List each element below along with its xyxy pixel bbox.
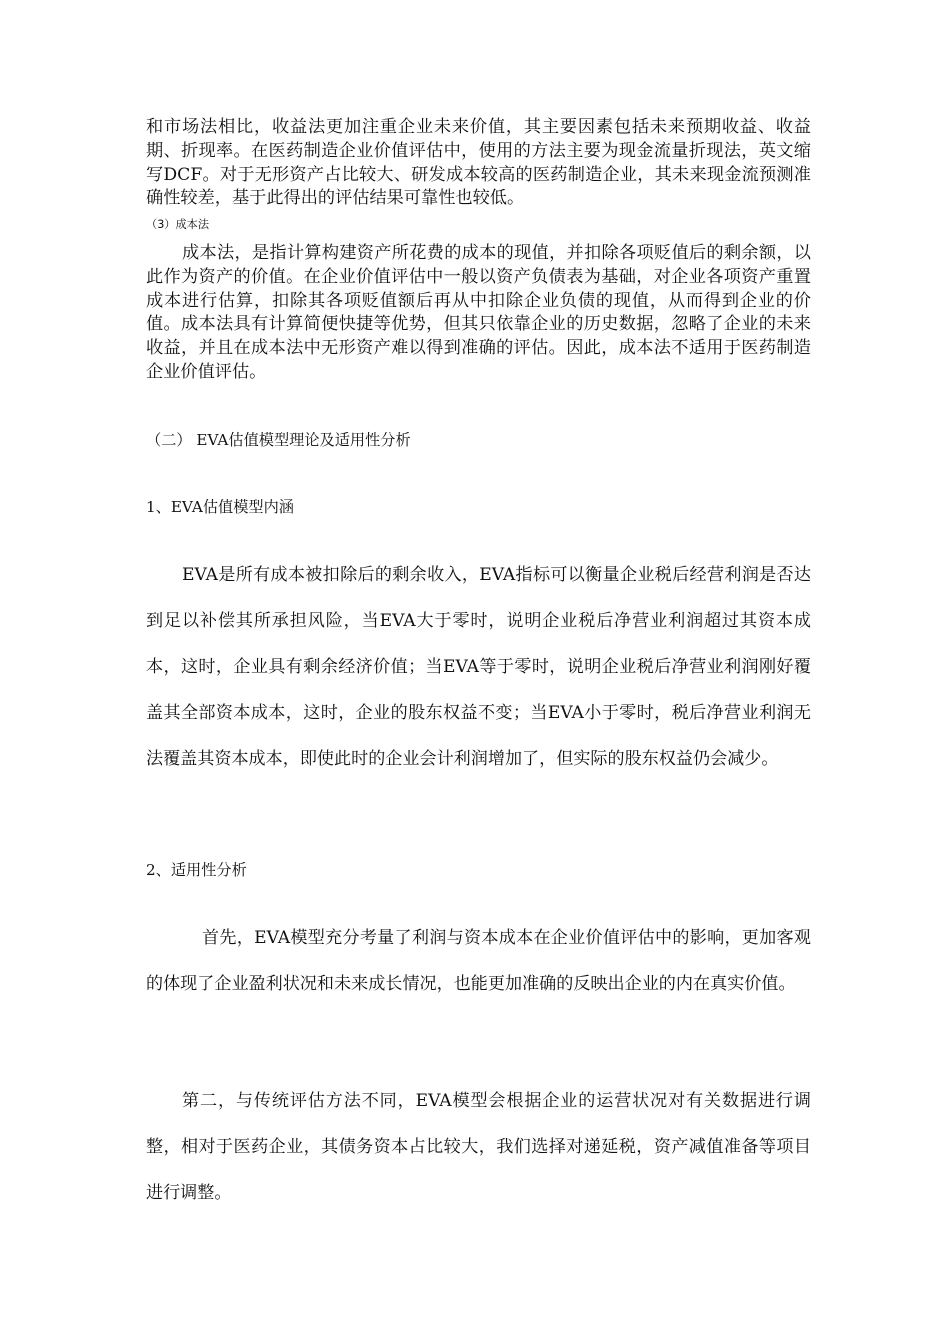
section-heading: （二） EVA估值模型理论及适用性分析 [146, 431, 411, 449]
heading-1: 1、EVA估值模型内涵 [146, 498, 294, 516]
second-paragraph: 第二，与传统评估方法不同，EVA模型会根据企业的运营状况对有关数据进行调整，相对于医药企业，其债务资本占比较大，我们选择对递延税，资产减值准备等项目进行调整。 [146, 1091, 811, 1203]
eva-paragraph: EVA是所有成本被扣除后的剩余收入，EVA指标可以衡量企业税后经营利润是否达到足以补偿其所承担风险，当EVA大于零时，说明企业税后净营业利润超过其资本成本，这时，企业具有剩余经济价值；当EVA等于零时，说明企业税后净营业利润刚好覆盖其全部资本成本，这时，企业的股东权益不变；当EVA小于零时，税后净营业利润无法覆盖其资本成本，即使此时的企业会计利润增加了，但实际的股东权益仍会减少。 [146, 565, 811, 769]
heading-2: 2、适用性分析 [146, 861, 247, 879]
intro-paragraph: 和市场法相比，收益法更加注重企业未来价值，其主要因素包括未来预期收益、收益期、折现率。在医药制造企业价值评估中，使用的方法主要为现金流量折现法，英文缩写DCF。对于无形资产占比较大、研发成本较高的医药制造企业，其未来现金流预测准确性较差，基于此得出的评估结果可靠性也较低。 [146, 117, 811, 209]
cost-method-subheading: （3）成本法 [146, 218, 210, 231]
first-paragraph: 首先，EVA模型充分考量了利润与资本成本在企业价值评估中的影响，更加客观的体现了企业盈利状况和未来成长情况，也能更加准确的反映出企业的内在真实价值。 [146, 928, 811, 994]
cost-method-paragraph: 成本法，是指计算构建资产所花费的成本的现值，并扣除各项贬值后的剩余额，以此作为资产的价值。在企业价值评估中一般以资产负债表为基础，对企业各项资产重置成本进行估算，扣除其各项贬值额后再从中扣除企业负债的现值，从而得到企业的价值。成本法具有计算简便快捷等优势，但其只依靠企业的历史数据，忽略了企业的未来收益，并且在成本法中无形资产难以得到准确的评估。因此，成本法不适用于医药制造企业价值评估。 [146, 243, 811, 382]
